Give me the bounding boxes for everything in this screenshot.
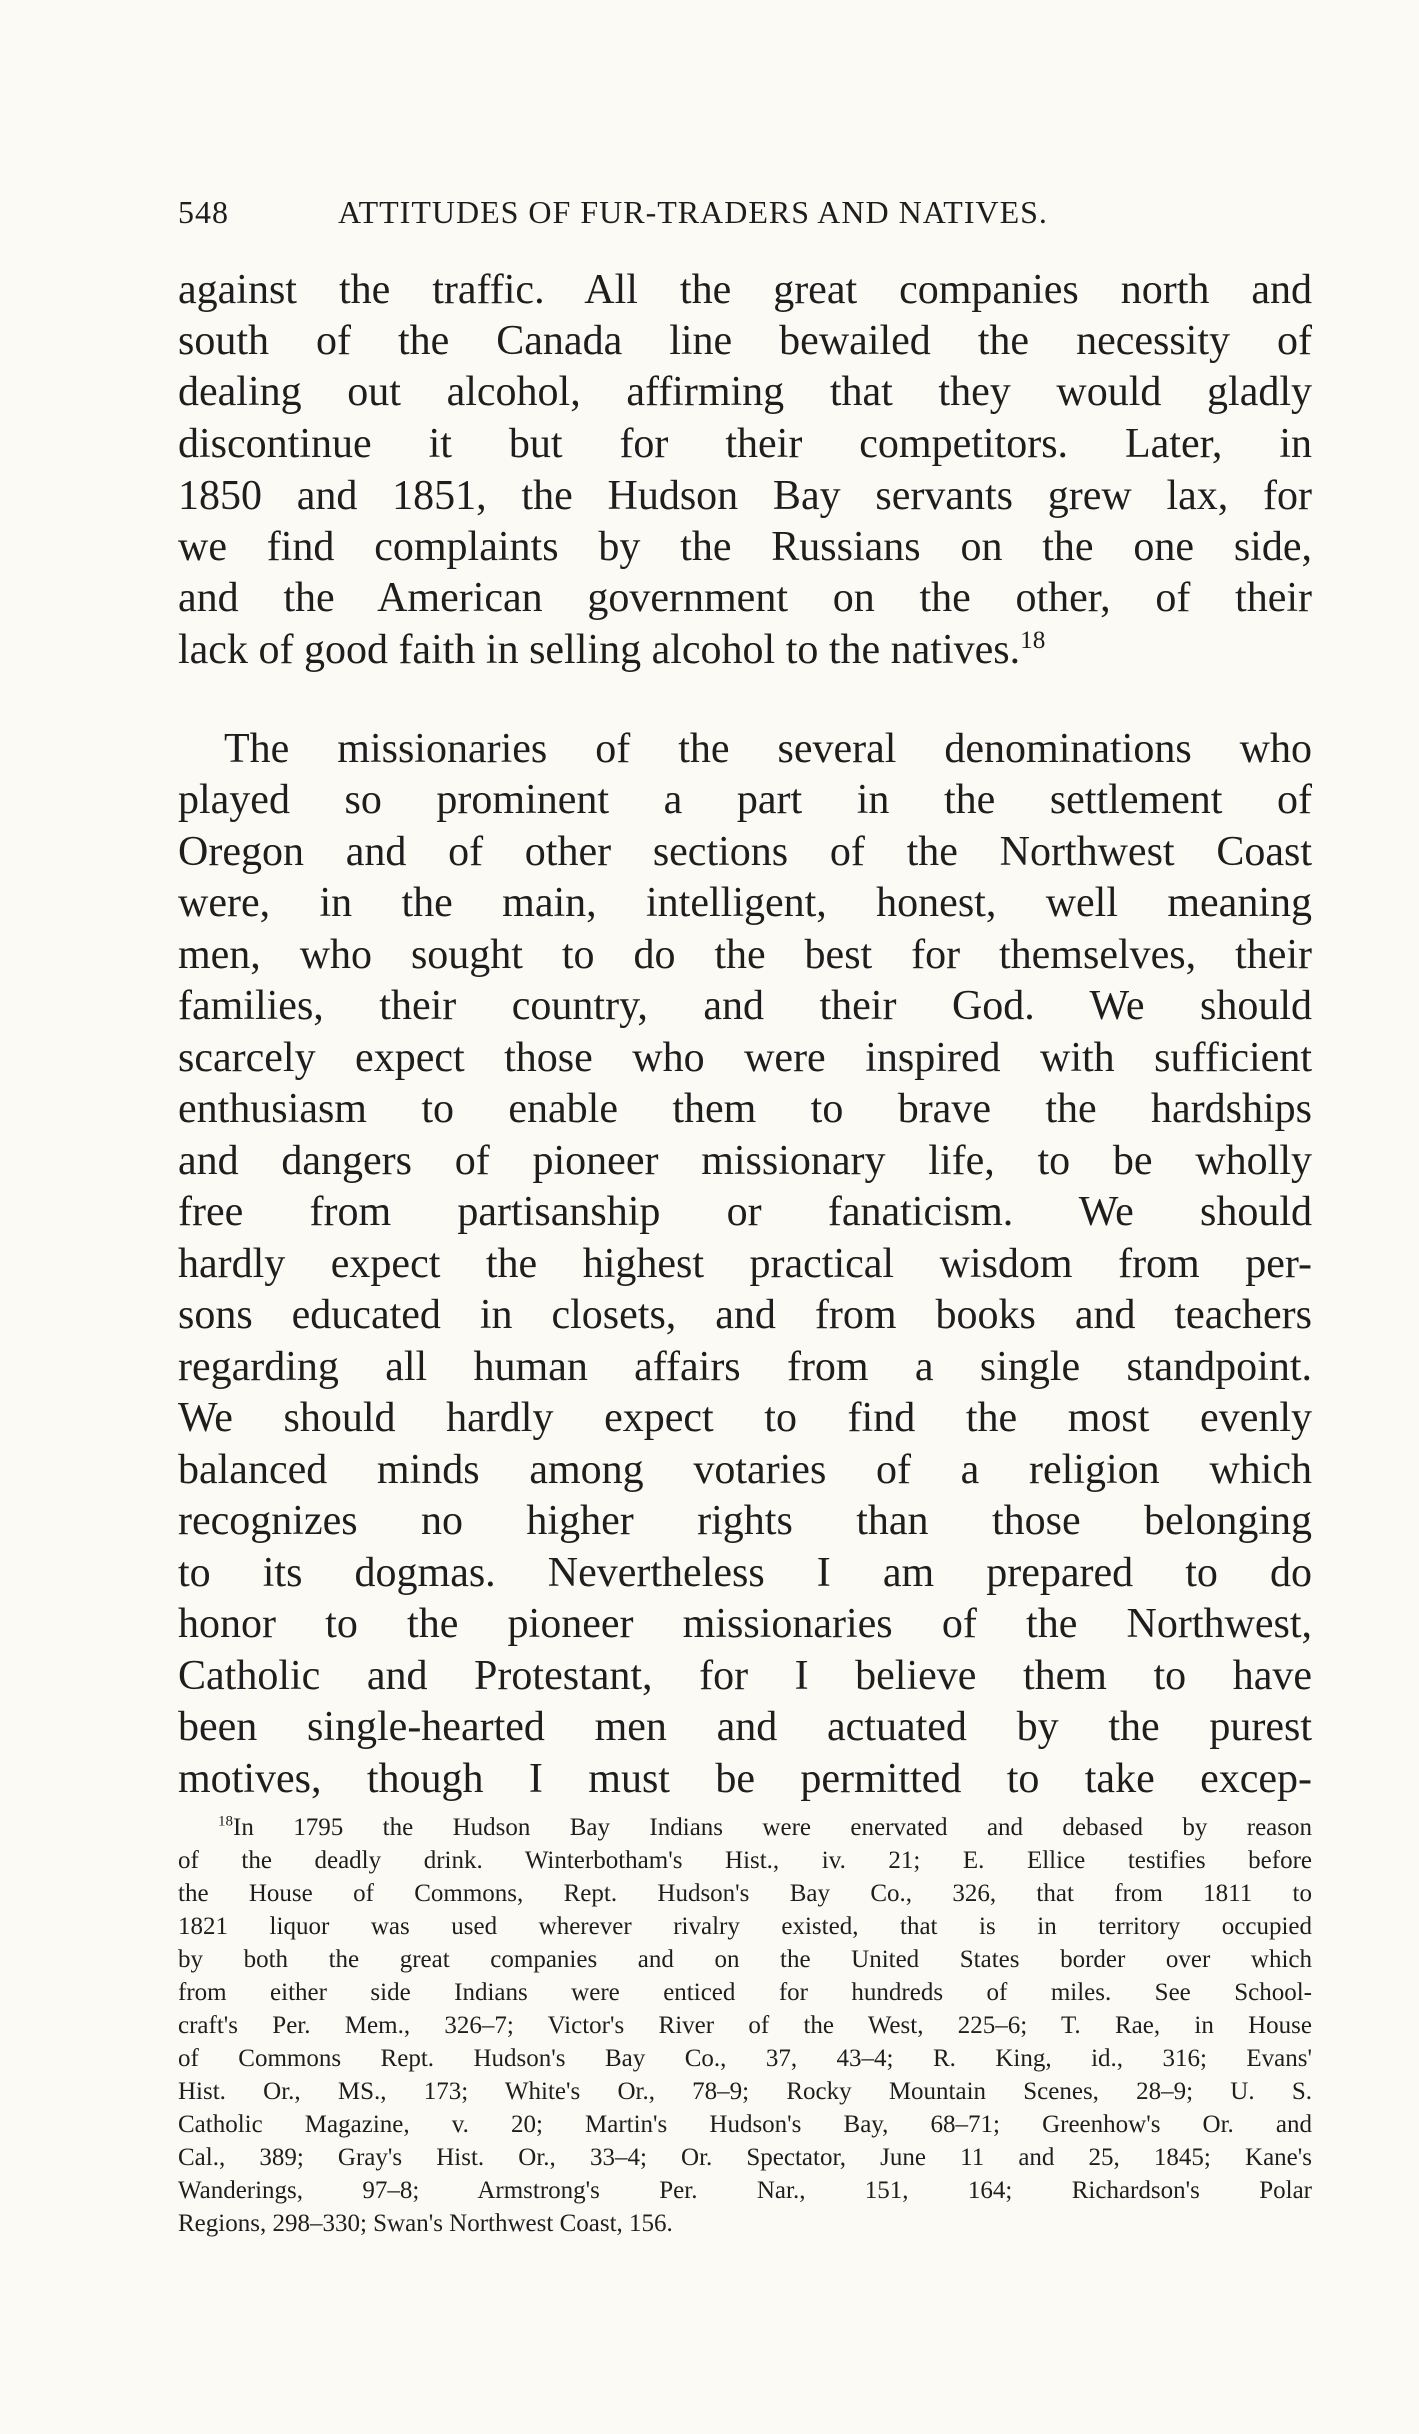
text-line: motives, though I must be permitted to take excep-: [178, 1756, 1312, 1802]
text-line: enthusiasm to enable them to brave the hardships: [178, 1086, 1312, 1132]
footnote-line: Catholic Magazine, v. 20; Martin's Hudson's Bay, 68–71; Greenhow's Or. and: [178, 2111, 1312, 2138]
text-line: Catholic and Protestant, for I believe them to have: [178, 1653, 1312, 1699]
text-line: balanced minds among votaries of a religion which: [178, 1447, 1312, 1493]
footnote-marker: 18: [218, 1813, 233, 1830]
text-line: we find complaints by the Russians on the one side,: [178, 524, 1312, 570]
text-line: families, their country, and their God. We should: [178, 983, 1312, 1029]
text-line: [178, 624, 1312, 676]
text-line: We should hardly expect to find the most evenly: [178, 1395, 1312, 1441]
text-line: regarding all human affairs from a single standpoint.: [178, 1344, 1312, 1390]
footnote-line: [218, 1811, 1312, 1844]
text-line: recognizes no higher rights than those belonging: [178, 1498, 1312, 1544]
text-line: were, in the main, intelligent, honest, well meaning: [178, 880, 1312, 926]
text-line: to its dogmas. Nevertheless I am prepared to do: [178, 1550, 1312, 1596]
footnote-line: 1821 liquor was used wherever rivalry existed, that is in territory occupied: [178, 1913, 1312, 1940]
footnote-reference: 18: [1020, 627, 1046, 654]
footnote-line: Regions, 298–330; Swan's Northwest Coast, 156.: [178, 2210, 673, 2237]
text-line: scarcely expect those who were inspired with sufficient: [178, 1035, 1312, 1081]
footnote-line: from either side Indians were enticed for hundreds of miles. See School-: [178, 1979, 1312, 2006]
text-line: Oregon and of other sections of the Northwest Coast: [178, 829, 1312, 875]
text-line: free from partisanship or fanaticism. We should: [178, 1189, 1312, 1235]
footnote-line: craft's Per. Mem., 326–7; Victor's River of the West, 225–6; T. Rae, in House: [178, 2012, 1312, 2039]
text-line: The missionaries of the several denominations who: [224, 726, 1312, 772]
text-line: 1850 and 1851, the Hudson Bay servants grew lax, for: [178, 473, 1312, 519]
running-title: ATTITUDES OF FUR-TRADERS AND NATIVES.: [338, 194, 1048, 230]
text-line: honor to the pioneer missionaries of the Northwest,: [178, 1601, 1312, 1647]
footnote-line-text: In 1795 the Hudson Bay Indians were enervated and debased by reason: [233, 1814, 1312, 1841]
running-head: [178, 184, 1178, 240]
text-line: discontinue it but for their competitors. Later, in: [178, 421, 1312, 467]
text-line: hardly expect the highest practical wisdom from per-: [178, 1241, 1312, 1287]
footnote-line: by both the great companies and on the United States border over which: [178, 1946, 1312, 1973]
footnote-line: the House of Commons, Rept. Hudson's Bay Co., 326, that from 1811 to: [178, 1880, 1312, 1907]
text-line: and the American government on the other, of their: [178, 575, 1312, 621]
text-line-content: lack of good faith in selling alcohol to the natives.: [178, 627, 1021, 673]
footnote-line: of Commons Rept. Hudson's Bay Co., 37, 43–4; R. King, id., 316; Evans': [178, 2045, 1312, 2072]
footnote-line: Cal., 389; Gray's Hist. Or., 33–4; Or. Spectator, June 11 and 25, 1845; Kane's: [178, 2144, 1312, 2171]
footnote-line: Hist. Or., MS., 173; White's Or., 78–9; Rocky Mountain Scenes, 28–9; U. S.: [178, 2078, 1312, 2105]
text-line: sons educated in closets, and from books and teachers: [178, 1292, 1312, 1338]
footnote-line: of the deadly drink. Winterbotham's Hist., iv. 21; E. Ellice testifies before: [178, 1847, 1312, 1874]
text-line: against the traffic. All the great companies north and: [178, 267, 1312, 313]
page-number: 548: [178, 194, 229, 230]
footnote-line: Wanderings, 97–8; Armstrong's Per. Nar., 151, 164; Richardson's Polar: [178, 2177, 1312, 2204]
text-line: men, who sought to do the best for themselves, their: [178, 932, 1312, 978]
text-line: and dangers of pioneer missionary life, to be wholly: [178, 1138, 1312, 1184]
text-line: played so prominent a part in the settlement of: [178, 777, 1312, 823]
text-line: been single-hearted men and actuated by the purest: [178, 1704, 1312, 1750]
text-line: south of the Canada line bewailed the necessity of: [178, 318, 1312, 364]
text-line: dealing out alcohol, affirming that they would gladly: [178, 369, 1312, 415]
